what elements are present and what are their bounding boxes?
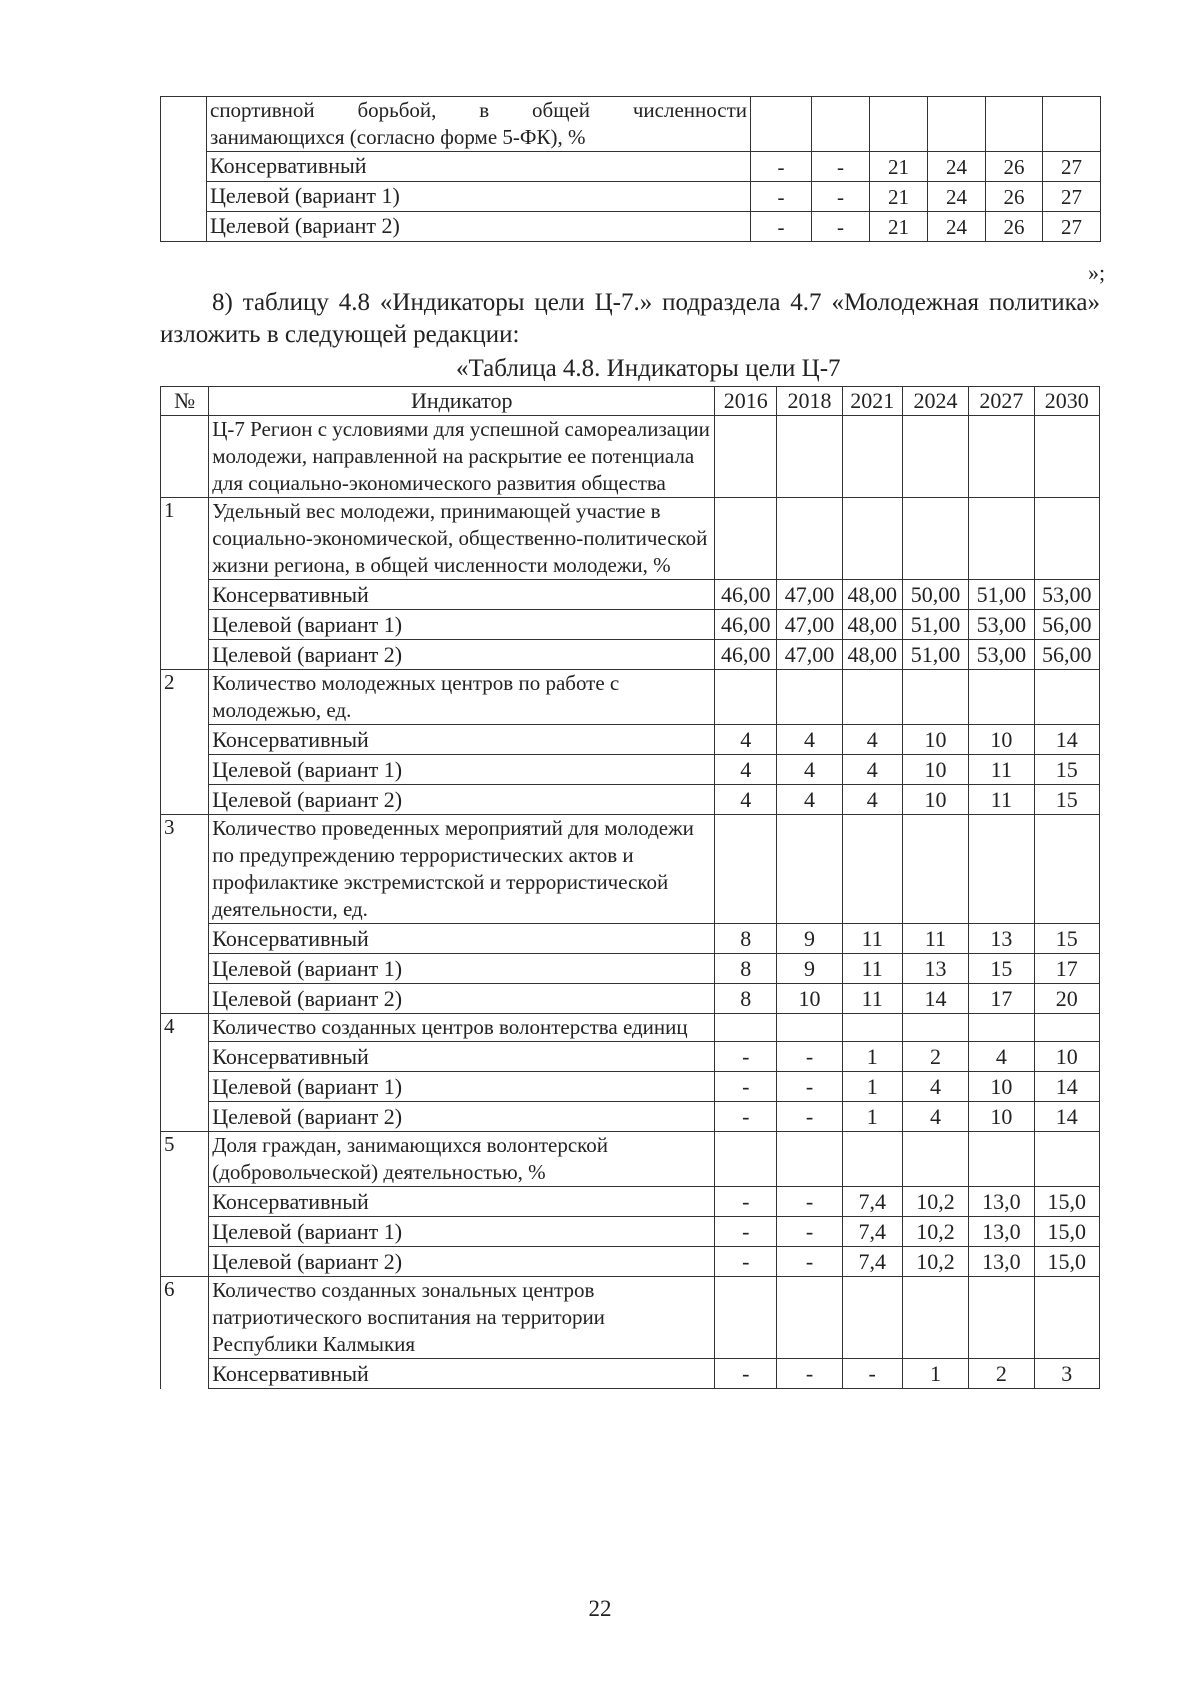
value-cell: - bbox=[715, 1247, 777, 1277]
empty-cell bbox=[969, 1014, 1034, 1042]
value-cell: 4 bbox=[842, 785, 902, 815]
scenario-label: Целевой (вариант 2) bbox=[209, 1247, 715, 1277]
scenario-label: Целевой (вариант 2) bbox=[209, 785, 715, 815]
indicator-number: 6 bbox=[161, 1277, 209, 1389]
empty-cell bbox=[777, 498, 842, 580]
indicator-line: занимающихся (согласно форме 5-ФК), % bbox=[210, 125, 586, 149]
value-cell: 11 bbox=[842, 924, 902, 954]
value-cell: 15 bbox=[1034, 755, 1099, 785]
value-cell: - bbox=[842, 1359, 902, 1389]
value-cell: 1 bbox=[902, 1359, 968, 1389]
scenario-row bbox=[161, 580, 1100, 610]
value-cell: 15,0 bbox=[1034, 1187, 1099, 1217]
value-cell: 24 bbox=[928, 152, 986, 182]
indicator-number: 2 bbox=[161, 670, 209, 815]
value-cell: 10,2 bbox=[902, 1217, 968, 1247]
empty-cell bbox=[969, 498, 1034, 580]
value-cell: - bbox=[777, 1359, 842, 1389]
value-cell: 4 bbox=[777, 755, 842, 785]
scenario-row bbox=[161, 984, 1100, 1014]
empty-cell bbox=[715, 815, 777, 924]
indicator-name: Количество молодежных центров по работе с молодежью, ед. bbox=[209, 670, 715, 725]
empty-cell bbox=[842, 670, 902, 725]
value-cell: - bbox=[715, 1217, 777, 1247]
value-cell: 13 bbox=[969, 924, 1034, 954]
value-cell: 14 bbox=[902, 984, 968, 1014]
value-cell: 46,00 bbox=[715, 580, 777, 610]
value-cell: - bbox=[715, 1042, 777, 1072]
header-year: 2016 bbox=[715, 387, 777, 416]
value-cell: 15 bbox=[1034, 785, 1099, 815]
header-year: 2018 bbox=[777, 387, 842, 416]
empty-cell bbox=[1034, 1132, 1099, 1187]
scenario-label: Целевой (вариант 2) bbox=[209, 640, 715, 670]
empty-cell bbox=[777, 670, 842, 725]
num-cell bbox=[161, 97, 207, 242]
value-cell: 26 bbox=[986, 212, 1043, 242]
scenario-row bbox=[161, 640, 1100, 670]
empty-cell bbox=[902, 1277, 968, 1359]
table-row bbox=[161, 182, 1101, 212]
value-cell: 8 bbox=[715, 924, 777, 954]
empty-cell bbox=[1043, 97, 1101, 152]
value-cell: 15,0 bbox=[1034, 1217, 1099, 1247]
value-cell: 15,0 bbox=[1034, 1247, 1099, 1277]
indicator-number: 3 bbox=[161, 815, 209, 1014]
value-cell: 53,00 bbox=[969, 640, 1034, 670]
empty-cell bbox=[902, 1132, 968, 1187]
empty-cell bbox=[777, 416, 842, 498]
value-cell: 47,00 bbox=[777, 580, 842, 610]
value-cell: - bbox=[777, 1217, 842, 1247]
paragraph-text: 8) таблицу 4.8 «Индикаторы цели Ц-7.» подраздела 4.7 «Молодежная политика» изложить в следующей редакции: bbox=[160, 289, 1100, 348]
value-cell: 47,00 bbox=[777, 640, 842, 670]
scenario-row bbox=[161, 954, 1100, 984]
indicator-row bbox=[161, 670, 1100, 725]
value-cell: 51,00 bbox=[969, 580, 1034, 610]
empty-cell bbox=[842, 498, 902, 580]
value-cell: 47,00 bbox=[777, 610, 842, 640]
value-cell: 27 bbox=[1043, 182, 1101, 212]
value-cell: 56,00 bbox=[1034, 610, 1099, 640]
value-cell: 4 bbox=[715, 755, 777, 785]
table-row bbox=[161, 152, 1101, 182]
value-cell: 10,2 bbox=[902, 1187, 968, 1217]
value-cell: 4 bbox=[842, 725, 902, 755]
value-cell: 14 bbox=[1034, 725, 1099, 755]
value-cell: 10,2 bbox=[902, 1247, 968, 1277]
value-cell: 1 bbox=[842, 1102, 902, 1132]
header-year: 2021 bbox=[842, 387, 902, 416]
value-cell: 26 bbox=[986, 152, 1043, 182]
scenario-label: Консервативный bbox=[209, 1359, 715, 1389]
scenario-label: Целевой (вариант 1) bbox=[209, 755, 715, 785]
value-cell: 4 bbox=[777, 725, 842, 755]
empty-cell bbox=[902, 498, 968, 580]
value-cell: 10 bbox=[902, 785, 968, 815]
empty-cell bbox=[715, 498, 777, 580]
scenario-row bbox=[161, 1247, 1100, 1277]
header-indicator: Индикатор bbox=[209, 387, 715, 416]
empty-cell bbox=[969, 1132, 1034, 1187]
value-cell: 11 bbox=[842, 954, 902, 984]
value-cell: 1 bbox=[842, 1042, 902, 1072]
empty-cell bbox=[1034, 1014, 1099, 1042]
indicator-line: спортивной борьбой, в общей численности bbox=[210, 98, 747, 122]
empty-cell bbox=[777, 1277, 842, 1359]
header-row bbox=[161, 387, 1100, 416]
header-year: 2027 bbox=[969, 387, 1034, 416]
header-num: № bbox=[161, 387, 209, 416]
value-cell: 50,00 bbox=[902, 580, 968, 610]
value-cell: 14 bbox=[1034, 1102, 1099, 1132]
value-cell: 15 bbox=[1034, 924, 1099, 954]
value-cell: 11 bbox=[969, 785, 1034, 815]
value-cell: 13,0 bbox=[969, 1247, 1034, 1277]
empty-cell bbox=[715, 1132, 777, 1187]
indicator-row bbox=[161, 815, 1100, 924]
scenario-label: Целевой (вариант 2) bbox=[209, 984, 715, 1014]
value-cell: 9 bbox=[777, 954, 842, 984]
value-cell: 46,00 bbox=[715, 610, 777, 640]
value-cell: - bbox=[715, 1187, 777, 1217]
empty-cell bbox=[969, 670, 1034, 725]
empty-cell bbox=[842, 815, 902, 924]
value-cell: 53,00 bbox=[1034, 580, 1099, 610]
scenario-row bbox=[161, 1072, 1100, 1102]
previous-table bbox=[160, 96, 1101, 242]
scenario-label: Целевой (вариант 1) bbox=[207, 182, 751, 212]
value-cell: 10 bbox=[969, 1102, 1034, 1132]
value-cell: 48,00 bbox=[842, 580, 902, 610]
value-cell: 15 bbox=[969, 954, 1034, 984]
scenario-label: Консервативный bbox=[209, 580, 715, 610]
empty-cell bbox=[928, 97, 986, 152]
value-cell: 17 bbox=[1034, 954, 1099, 984]
value-cell: 21 bbox=[870, 152, 928, 182]
indicator-cell bbox=[207, 97, 751, 152]
scenario-row bbox=[161, 924, 1100, 954]
empty-cell bbox=[870, 97, 928, 152]
value-cell: 13,0 bbox=[969, 1217, 1034, 1247]
scenario-label: Консервативный bbox=[209, 725, 715, 755]
scenario-row bbox=[161, 1359, 1100, 1389]
empty-cell bbox=[902, 815, 968, 924]
value-cell: 10 bbox=[777, 984, 842, 1014]
scenario-label: Целевой (вариант 1) bbox=[209, 610, 715, 640]
value-cell: 7,4 bbox=[842, 1187, 902, 1217]
table-row bbox=[161, 212, 1101, 242]
empty-cell bbox=[751, 97, 812, 152]
value-cell: 11 bbox=[902, 924, 968, 954]
value-cell: 24 bbox=[928, 182, 986, 212]
indicator-row bbox=[161, 1014, 1100, 1042]
indicator-number: 5 bbox=[161, 1132, 209, 1277]
value-cell: 2 bbox=[969, 1359, 1034, 1389]
value-cell: - bbox=[751, 212, 812, 242]
value-cell: 48,00 bbox=[842, 640, 902, 670]
scenario-label: Целевой (вариант 1) bbox=[209, 954, 715, 984]
scenario-row bbox=[161, 1187, 1100, 1217]
indicator-name: Количество созданных зональных центров патриотического воспитания на территории Республики Калмыкия bbox=[209, 1277, 715, 1359]
value-cell: - bbox=[777, 1042, 842, 1072]
empty-cell bbox=[842, 1277, 902, 1359]
empty-cell bbox=[902, 670, 968, 725]
table-row bbox=[161, 97, 1101, 152]
empty-cell bbox=[969, 416, 1034, 498]
empty-cell bbox=[715, 1277, 777, 1359]
value-cell: 4 bbox=[777, 785, 842, 815]
value-cell: 26 bbox=[986, 182, 1043, 212]
value-cell: 9 bbox=[777, 924, 842, 954]
header-year: 2030 bbox=[1034, 387, 1099, 416]
goal-text: Ц-7 Регион с условиями для успешной самореализации молодежи, направленной на раскрытие ее потенциала для социально-экономического развития общества bbox=[209, 416, 715, 498]
value-cell: 2 bbox=[902, 1042, 968, 1072]
scenario-label: Целевой (вариант 1) bbox=[209, 1072, 715, 1102]
value-cell: - bbox=[812, 152, 870, 182]
value-cell: 51,00 bbox=[902, 640, 968, 670]
value-cell: 4 bbox=[842, 755, 902, 785]
value-cell: 8 bbox=[715, 954, 777, 984]
indicator-name: Доля граждан, занимающихся волонтерской (добровольческой) деятельностью, % bbox=[209, 1132, 715, 1187]
indicator-number: 1 bbox=[161, 498, 209, 670]
value-cell: 11 bbox=[969, 755, 1034, 785]
num-cell bbox=[161, 416, 209, 498]
scenario-row bbox=[161, 725, 1100, 755]
value-cell: 10 bbox=[969, 725, 1034, 755]
value-cell: - bbox=[777, 1102, 842, 1132]
indicator-row bbox=[161, 1132, 1100, 1187]
empty-cell bbox=[1034, 498, 1099, 580]
value-cell: 7,4 bbox=[842, 1217, 902, 1247]
empty-cell bbox=[1034, 815, 1099, 924]
value-cell: 27 bbox=[1043, 212, 1101, 242]
empty-cell bbox=[902, 1014, 968, 1042]
value-cell: 4 bbox=[715, 725, 777, 755]
value-cell: - bbox=[812, 212, 870, 242]
value-cell: - bbox=[715, 1102, 777, 1132]
value-cell: - bbox=[751, 182, 812, 212]
value-cell: 56,00 bbox=[1034, 640, 1099, 670]
scenario-label: Целевой (вариант 1) bbox=[209, 1217, 715, 1247]
empty-cell bbox=[777, 1132, 842, 1187]
scenario-row bbox=[161, 1217, 1100, 1247]
value-cell: 24 bbox=[928, 212, 986, 242]
indicator-name: Количество проведенных мероприятий для молодежи по предупреждению террористических актов и профилактике экстремистской и террористической деятельности, ед. bbox=[209, 815, 715, 924]
scenario-row bbox=[161, 785, 1100, 815]
value-cell: 11 bbox=[842, 984, 902, 1014]
indicator-number: 4 bbox=[161, 1014, 209, 1132]
value-cell: 4 bbox=[902, 1102, 968, 1132]
empty-cell bbox=[777, 815, 842, 924]
value-cell: 20 bbox=[1034, 984, 1099, 1014]
value-cell: 14 bbox=[1034, 1072, 1099, 1102]
scenario-label: Консервативный bbox=[209, 924, 715, 954]
value-cell: 10 bbox=[1034, 1042, 1099, 1072]
scenario-label: Целевой (вариант 2) bbox=[209, 1102, 715, 1132]
indicator-row bbox=[161, 498, 1100, 580]
value-cell: 53,00 bbox=[969, 610, 1034, 640]
empty-cell bbox=[842, 1014, 902, 1042]
value-cell: 10 bbox=[902, 755, 968, 785]
empty-cell bbox=[1034, 416, 1099, 498]
scenario-label: Консервативный bbox=[209, 1187, 715, 1217]
empty-cell bbox=[1034, 1277, 1099, 1359]
value-cell: 4 bbox=[969, 1042, 1034, 1072]
empty-cell bbox=[1034, 670, 1099, 725]
value-cell: 17 bbox=[969, 984, 1034, 1014]
empty-cell bbox=[812, 97, 870, 152]
value-cell: 13 bbox=[902, 954, 968, 984]
value-cell: - bbox=[812, 182, 870, 212]
value-cell: 21 bbox=[870, 182, 928, 212]
empty-cell bbox=[969, 1277, 1034, 1359]
value-cell: 46,00 bbox=[715, 640, 777, 670]
header-year: 2024 bbox=[902, 387, 968, 416]
indicator-row bbox=[161, 1277, 1100, 1359]
value-cell: - bbox=[777, 1187, 842, 1217]
value-cell: 8 bbox=[715, 984, 777, 1014]
empty-cell bbox=[902, 416, 968, 498]
value-cell: - bbox=[751, 152, 812, 182]
value-cell: 48,00 bbox=[842, 610, 902, 640]
goal-row bbox=[161, 416, 1100, 498]
value-cell: 3 bbox=[1034, 1359, 1099, 1389]
scenario-row bbox=[161, 1102, 1100, 1132]
table-caption: «Таблица 4.8. Индикаторы цели Ц-7 bbox=[456, 355, 841, 382]
scenario-row bbox=[161, 755, 1100, 785]
empty-cell bbox=[969, 815, 1034, 924]
amendment-paragraph bbox=[160, 287, 1100, 351]
scenario-label: Консервативный bbox=[207, 152, 751, 182]
value-cell: 10 bbox=[902, 725, 968, 755]
page-number: 22 bbox=[588, 1596, 612, 1621]
empty-cell bbox=[777, 1014, 842, 1042]
value-cell: - bbox=[715, 1359, 777, 1389]
empty-cell bbox=[715, 1014, 777, 1042]
indicator-name: Количество созданных центров волонтерства единиц bbox=[209, 1014, 715, 1042]
value-cell: 10 bbox=[969, 1072, 1034, 1102]
value-cell: 51,00 bbox=[902, 610, 968, 640]
indicator-name: Удельный вес молодежи, принимающей участие в социально-экономической, общественно-политической жизни региона, в общей численности молодежи, % bbox=[209, 498, 715, 580]
value-cell: 4 bbox=[902, 1072, 968, 1102]
value-cell: - bbox=[777, 1247, 842, 1277]
value-cell: - bbox=[715, 1072, 777, 1102]
empty-cell bbox=[715, 670, 777, 725]
empty-cell bbox=[715, 416, 777, 498]
value-cell: 4 bbox=[715, 785, 777, 815]
value-cell: 7,4 bbox=[842, 1247, 902, 1277]
empty-cell bbox=[842, 416, 902, 498]
empty-cell bbox=[986, 97, 1043, 152]
value-cell: - bbox=[777, 1072, 842, 1102]
scenario-label: Целевой (вариант 2) bbox=[207, 212, 751, 242]
value-cell: 1 bbox=[842, 1072, 902, 1102]
scenario-label: Консервативный bbox=[209, 1042, 715, 1072]
value-cell: 21 bbox=[870, 212, 928, 242]
indicators-table bbox=[160, 386, 1100, 1389]
value-cell: 27 bbox=[1043, 152, 1101, 182]
empty-cell bbox=[842, 1132, 902, 1187]
scenario-row bbox=[161, 1042, 1100, 1072]
scenario-row bbox=[161, 610, 1100, 640]
value-cell: 13,0 bbox=[969, 1187, 1034, 1217]
closing-quote: »; bbox=[1088, 260, 1106, 285]
